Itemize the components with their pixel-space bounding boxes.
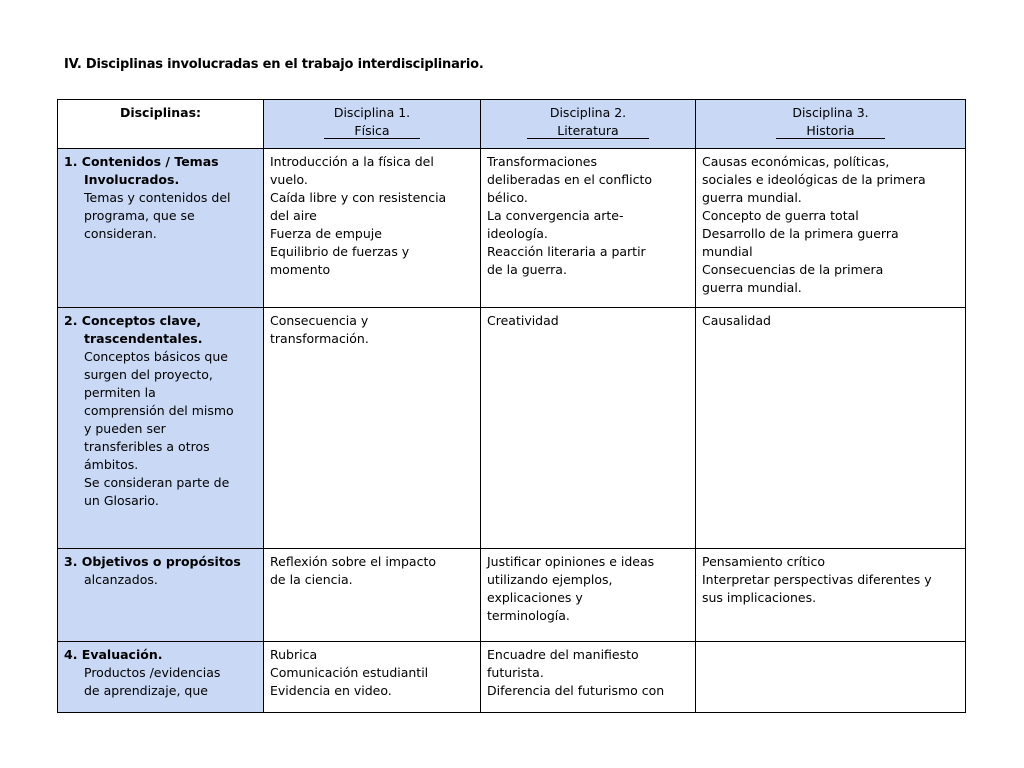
header-disciplina-2-number: Disciplina 2. [549,105,627,120]
header-disciplina-2 [481,100,696,149]
cell-text-line: terminología. [487,608,570,623]
cell-text-line: Causalidad [702,313,771,328]
cell-text-line: Encuadre del manifiesto [487,647,639,662]
cell-text-line: Transformaciones [487,154,597,169]
cell-text-line: Causas económicas, políticas, [702,154,890,169]
row-label-title-text: 1. Contenidos / Temas [64,154,219,169]
header-disciplina-1-name: Física [324,123,419,139]
cell-text-line: Diferencia del futurismo con [487,683,665,698]
cell-text-line: vuelo. [270,172,308,187]
table-cell-disciplina-1 [264,549,481,642]
row-label-description-line: Se consideran parte de [84,475,230,490]
table-cell-disciplina-1 [264,308,481,549]
cell-text-line: sus implicaciones. [702,590,817,605]
cell-text-line: Fuerza de empuje [270,226,382,241]
row-label-description-line: un Glosario. [84,493,159,508]
cell-text-line: Consecuencias de la primera [702,262,884,277]
cell-text-line: de la guerra. [487,262,567,277]
row-label [58,149,264,308]
cell-text-line: Comunicación estudiantil [270,665,429,680]
row-label-title-continuation: trascendentales. [84,331,203,346]
row-label-description-line: Conceptos básicos que [84,349,228,364]
cell-text-line: Reacción literaria a partir [487,244,646,259]
row-label-title-text: 2. Conceptos clave, [64,313,202,328]
row-label-title [64,553,257,571]
table-row [58,149,966,308]
cell-text-line: utilizando ejemplos, [487,572,613,587]
row-label-description-line: programa, que se [84,208,195,223]
cell-text-line: transformación. [270,331,369,346]
table-cell-disciplina-3 [696,549,966,642]
cell-text-line: Interpretar perspectivas diferentes y [702,572,932,587]
cell-text-line: Introducción a la física del [270,154,434,169]
cell-text-line: bélico. [487,190,528,205]
table-cell-disciplina-2 [481,308,696,549]
cell-text-line: Pensamiento crítico [702,554,826,569]
cell-text-line: guerra mundial. [702,190,802,205]
row-label-description-line: surgen del proyecto, [84,367,213,382]
header-disciplina-1 [264,100,481,149]
cell-text-line: futurista. [487,665,544,680]
cell-text-line: ideología. [487,226,548,241]
row-label-description-line: de aprendizaje, que [84,683,208,698]
table-cell-disciplina-1 [264,642,481,713]
cell-text-line: del aire [270,208,317,223]
header-disciplina-2-name: Literatura [527,123,648,139]
table-row [58,549,966,642]
row-label-description-line: transferibles a otros [84,439,210,454]
cell-text-line: deliberadas en el conflicto [487,172,653,187]
row-label-title-continuation: Involucrados. [84,172,180,187]
cell-text-line: mundial [702,244,753,259]
cell-text-line: de la ciencia. [270,572,353,587]
table-cell-disciplina-2 [481,642,696,713]
header-disciplina-3-name: Historia [776,123,884,139]
row-label [58,642,264,713]
header-row [58,100,966,149]
table-cell-disciplina-2 [481,149,696,308]
cell-text-line: Equilibrio de fuerzas y [270,244,410,259]
cell-text-line: guerra mundial. [702,280,802,295]
cell-text-line: sociales e ideológicas de la primera [702,172,926,187]
cell-text-line: Concepto de guerra total [702,208,859,223]
disciplines-table [57,99,966,713]
header-disciplinas: Disciplinas: [58,100,264,149]
row-label-description-line: ámbitos. [84,457,139,472]
row-label-description-line: comprensión del mismo [84,403,234,418]
row-label-description-line: consideran. [84,226,157,241]
cell-text-line: Justificar opiniones e ideas [487,554,655,569]
cell-text-line: Evidencia en video. [270,683,392,698]
table-cell-disciplina-2 [481,549,696,642]
table-row [58,308,966,549]
cell-text-line: Caída libre y con resistencia [270,190,447,205]
cell-text-line: Reflexión sobre el impacto [270,554,436,569]
header-disciplina-3 [696,100,966,149]
header-disciplina-1-number: Disciplina 1. [333,105,411,120]
row-label-title [64,153,257,189]
row-label-title [64,312,257,348]
row-label-description-line: y pueden ser [84,421,166,436]
row-label-title-text: 3. Objetivos o propósitos [64,554,241,569]
row-label-description-line: permiten la [84,385,156,400]
cell-text-line: explicaciones y [487,590,583,605]
row-label-description-line: Temas y contenidos del [84,190,231,205]
header-disciplina-3-number: Disciplina 3. [792,105,869,120]
cell-text-line: momento [270,262,331,277]
row-label-description-line: Productos /evidencias [84,665,221,680]
cell-text-line: Rubrica [270,647,318,662]
table-cell-disciplina-1 [264,149,481,308]
cell-text-line: Creatividad [487,313,559,328]
row-label-title [64,646,257,664]
table-cell-disciplina-3 [696,642,966,713]
table-row [58,642,966,713]
cell-text-line: La convergencia arte- [487,208,624,223]
row-label [58,549,264,642]
row-label [58,308,264,549]
table-cell-disciplina-3 [696,149,966,308]
section-title: IV. Disciplinas involucradas en el trabajo interdisciplinario. [64,57,484,72]
cell-text-line: Desarrollo de la primera guerra [702,226,899,241]
table-cell-disciplina-3 [696,308,966,549]
row-label-description-line: alcanzados. [84,572,158,587]
cell-text-line: Consecuencia y [270,313,369,328]
row-label-title-text: 4. Evaluación. [64,647,163,662]
